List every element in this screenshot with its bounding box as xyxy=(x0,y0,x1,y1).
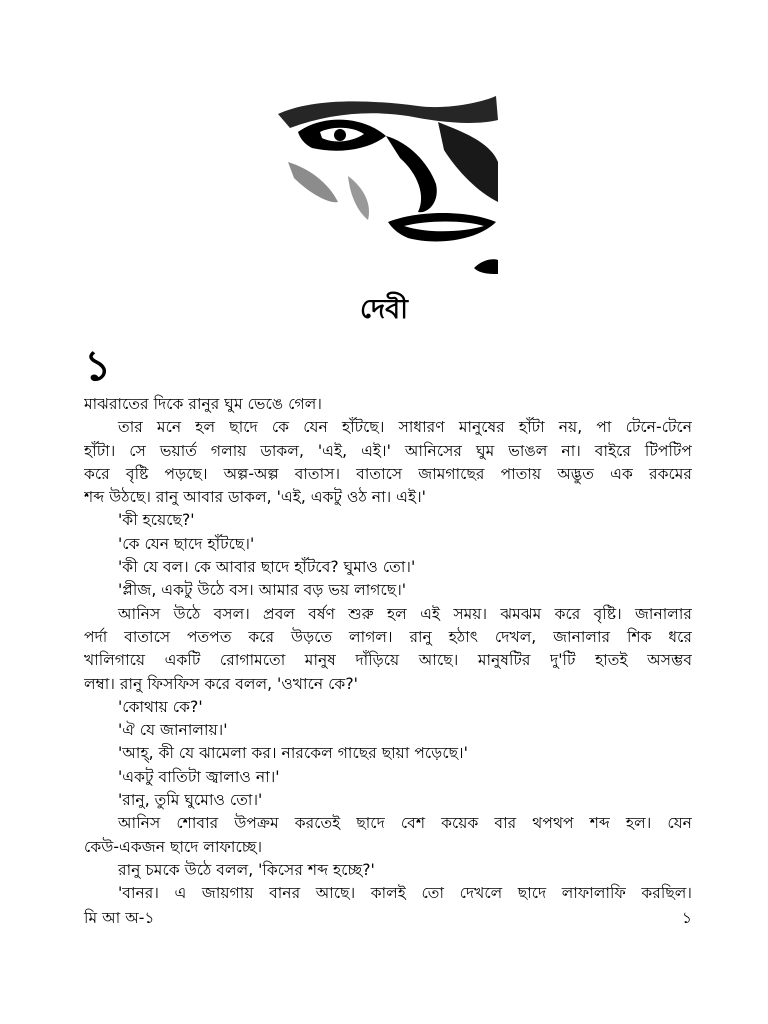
face-illustration xyxy=(268,92,500,288)
text-line: 'রানু, তুমি ঘুমোও তো।' xyxy=(118,791,263,810)
text-line: 'কী যে বল। কে আবার ছাদে হাঁটবে? ঘুমাও তো।' xyxy=(118,558,416,577)
text-line: 'কে যেন ছাদে হাঁটছে।' xyxy=(118,534,255,553)
text-line: করে বৃষ্টি পড়ছে। অল্প-অল্প বাতাস। বাতাসে জামগাছের পাতায় অদ্ভুত এক রকমের xyxy=(84,464,692,483)
text-line: মাঝরাতের দিকে রানুর ঘুম ভেঙে গেল। xyxy=(84,395,322,413)
text-line: খালিগায়ে একটি রোগামতো মানুষ দাঁড়িয়ে আছে। মানুষটির দু'টি হাতই অসম্ভব xyxy=(84,651,692,670)
text-line: আনিস উঠে বসল। প্রবল বর্ষণ শুরু হল এই সময়। ঝমঝম করে বৃষ্টি। জানালার xyxy=(118,604,692,623)
text-line: 'ঐ যে জানালায়।' xyxy=(118,721,228,740)
page-number: ১ xyxy=(681,909,692,927)
body-text xyxy=(84,393,692,906)
text-line: শব্দ উঠছে। রানু আবার ডাকল, 'এই, একটু ওঠ না। এই।' xyxy=(84,488,426,507)
text-line: 'কোথায় কে?' xyxy=(118,697,203,716)
text-line: 'প্লীজ, একটু উঠে বস। আমার বড় ভয় লাগছে।' xyxy=(118,581,407,600)
footer-signature: মি আ অ-১ xyxy=(84,909,155,927)
text-line: 'একটু বাতিটা জ্বালাও না।' xyxy=(118,767,280,786)
text-line: লম্বা। রানু ফিসফিস করে বলল, 'ওখানে কে?' xyxy=(84,674,358,693)
chapter-number: ১ xyxy=(84,341,112,390)
text-line: 'বানর। এ জায়গায় বানর আছে। কালই তো দেখলে ছাদে লাফালাফি করছিল। xyxy=(118,884,692,903)
text-line: পর্দা বাতাসে পতপত করে উড়তে লাগল। রানু হঠাৎ দেখল, জানালার শিক ধরে xyxy=(84,627,692,646)
text-line: 'কী হয়েছে?' xyxy=(118,511,195,530)
text-line: হাঁটা। সে ভয়ার্ত গলায় ডাকল, 'এই, এই।' আনিসের ঘুম ভাঙল না। বাইরে টিপটিপ xyxy=(84,441,692,460)
chapter-title: দেবী xyxy=(360,294,408,325)
text-line: 'আহ্, কী যে ঝামেলা কর। নারকেল গাছের ছায়া পড়েছে।' xyxy=(118,744,468,763)
text-line: আনিস শোবার উপক্রম করতেই ছাদে বেশ কয়েক বার থপথপ শব্দ হল। যেন xyxy=(118,814,692,833)
text-line: তার মনে হল ছাদে কে যেন হাঁটছে। সাধারণ মানুষের হাঁটা নয়, পা টেনে-টেনে xyxy=(118,418,692,437)
text-line: কেউ-একজন ছাদে লাফাচ্ছে। xyxy=(84,837,263,856)
text-line: রানু চমকে উঠে বলল, 'কিসের শব্দ হচ্ছে?' xyxy=(118,860,375,879)
